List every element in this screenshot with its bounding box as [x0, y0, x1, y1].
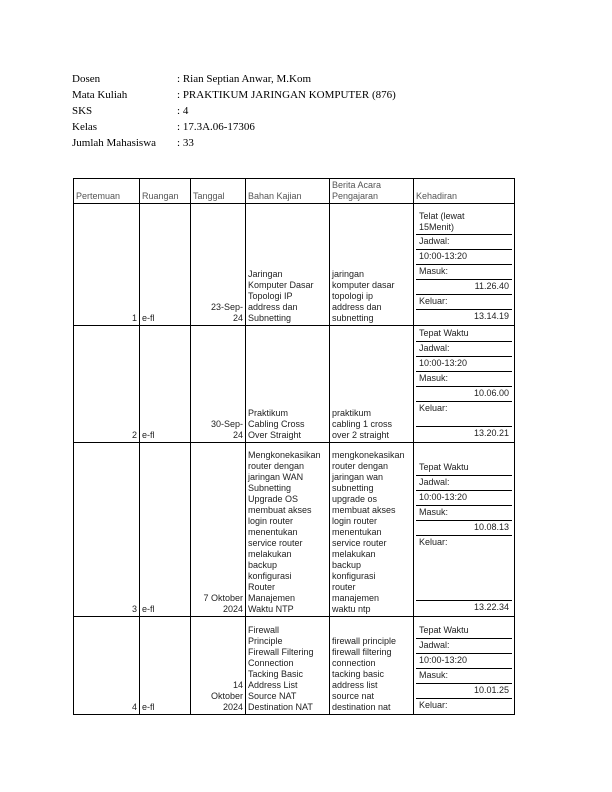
- cell-berita-acara: firewall principle firewall filtering connection tacking basic address list source nat destination nat: [330, 617, 414, 715]
- kehadiran-jadwal-label: Jadwal:: [416, 639, 512, 654]
- kehadiran-masuk-label: Masuk:: [416, 669, 512, 684]
- cell-bahan-kajian: Jaringan Komputer Dasar Topologi IP address dan Subnetting: [246, 204, 330, 326]
- cell-kehadiran: [414, 326, 515, 443]
- cell-kehadiran: [414, 443, 515, 617]
- info-value: : 33: [177, 137, 194, 150]
- cell-berita-acara: jaringan komputer dasar topologi ip address dan subnetting: [330, 204, 414, 326]
- kehadiran-jadwal: 10:00-13:20: [416, 654, 512, 669]
- cell-pertemuan: 4: [74, 617, 140, 715]
- kehadiran-status: Tepat Waktu: [416, 327, 512, 342]
- cell-ruangan: e-fl: [140, 443, 191, 617]
- header-ruangan: Ruangan: [140, 179, 191, 204]
- cell-tanggal: 23-Sep- 24: [191, 204, 246, 326]
- kehadiran-masuk: 10.06.00: [416, 387, 512, 402]
- kehadiran-masuk: 10.01.25: [416, 684, 512, 699]
- table-row: [74, 326, 515, 443]
- cell-bahan-kajian: Praktikum Cabling Cross Over Straight: [246, 326, 330, 443]
- kehadiran-status: Tepat Waktu: [416, 461, 512, 476]
- table-row: [74, 204, 515, 326]
- cell-ruangan: e-fl: [140, 326, 191, 443]
- attendance-table: [73, 178, 515, 715]
- header-berita-acara: Berita Acara Pengajaran: [330, 179, 414, 204]
- header-bahan-kajian: Bahan Kajian: [246, 179, 330, 204]
- cell-tanggal: 14 Oktober 2024: [191, 617, 246, 715]
- kehadiran-jadwal: 10:00-13:20: [416, 250, 512, 265]
- header-tanggal: Tanggal: [191, 179, 246, 204]
- header-pertemuan: Pertemuan: [74, 179, 140, 204]
- header-kehadiran: Kehadiran: [414, 179, 515, 204]
- cell-bahan-kajian: Firewall Principle Firewall Filtering Connection Tacking Basic Address List Source NAT Destination NAT: [246, 617, 330, 715]
- info-value: : Rian Septian Anwar, M.Kom: [177, 73, 311, 86]
- cell-pertemuan: 1: [74, 204, 140, 326]
- info-label: Dosen: [72, 73, 101, 85]
- cell-kehadiran: [414, 617, 515, 715]
- info-value: : 4: [177, 105, 188, 118]
- kehadiran-masuk-label: Masuk:: [416, 265, 512, 280]
- kehadiran-status: Telat (lewat 15Menit): [416, 210, 512, 235]
- cell-berita-acara: praktikum cabling 1 cross over 2 straight: [330, 326, 414, 443]
- kehadiran-keluar-label: Keluar:: [416, 295, 512, 310]
- cell-bahan-kajian: Mengkonekasikan router dengan jaringan WAN Subnetting Upgrade OS membuat akses login router menentukan service router melakukan backup konfigurasi Router Manajemen Waktu NTP: [246, 443, 330, 617]
- kehadiran-jadwal-label: Jadwal:: [416, 476, 512, 491]
- cell-berita-acara: mengkonekasikan router dengan jaringan wan subnetting upgrade os membuat akses login router menentukan service router melakukan backup konfigurasi router manajemen waktu ntp: [330, 443, 414, 617]
- kehadiran-keluar-label: Keluar:: [416, 402, 512, 427]
- cell-pertemuan: 3: [74, 443, 140, 617]
- kehadiran-keluar-label: Keluar:: [419, 700, 448, 710]
- kehadiran-jadwal: 10:00-13:20: [416, 357, 512, 372]
- cell-tanggal: 30-Sep- 24: [191, 326, 246, 443]
- kehadiran-jadwal-label: Jadwal:: [416, 235, 512, 250]
- info-value: : PRAKTIKUM JARINGAN KOMPUTER (876): [177, 89, 396, 102]
- kehadiran-masuk-label: Masuk:: [416, 506, 512, 521]
- kehadiran-jadwal: 10:00-13:20: [416, 491, 512, 506]
- info-label: SKS: [72, 105, 93, 117]
- table-row: [74, 617, 515, 715]
- kehadiran-keluar: 13.20.21: [473, 428, 509, 438]
- table-header-row: [74, 179, 515, 204]
- kehadiran-masuk-label: Masuk:: [416, 372, 512, 387]
- kehadiran-keluar: 13.22.34: [473, 602, 509, 612]
- cell-tanggal: 7 Oktober 2024: [191, 443, 246, 617]
- info-label: Kelas: [72, 121, 98, 133]
- info-label: Jumlah Mahasiswa: [72, 137, 157, 149]
- info-label: Mata Kuliah: [72, 89, 128, 101]
- kehadiran-status: Tepat Waktu: [416, 624, 512, 639]
- cell-kehadiran: [414, 204, 515, 326]
- cell-ruangan: e-fl: [140, 204, 191, 326]
- info-value: : 17.3A.06-17306: [177, 121, 255, 134]
- kehadiran-jadwal-label: Jadwal:: [416, 342, 512, 357]
- cell-pertemuan: 2: [74, 326, 140, 443]
- kehadiran-keluar-label: Keluar:: [416, 536, 512, 601]
- kehadiran-keluar: 13.14.19: [473, 311, 509, 321]
- table-row: [74, 443, 515, 617]
- kehadiran-masuk: 10.08.13: [416, 521, 512, 536]
- cell-ruangan: e-fl: [140, 617, 191, 715]
- kehadiran-masuk: 11.26.40: [416, 280, 512, 295]
